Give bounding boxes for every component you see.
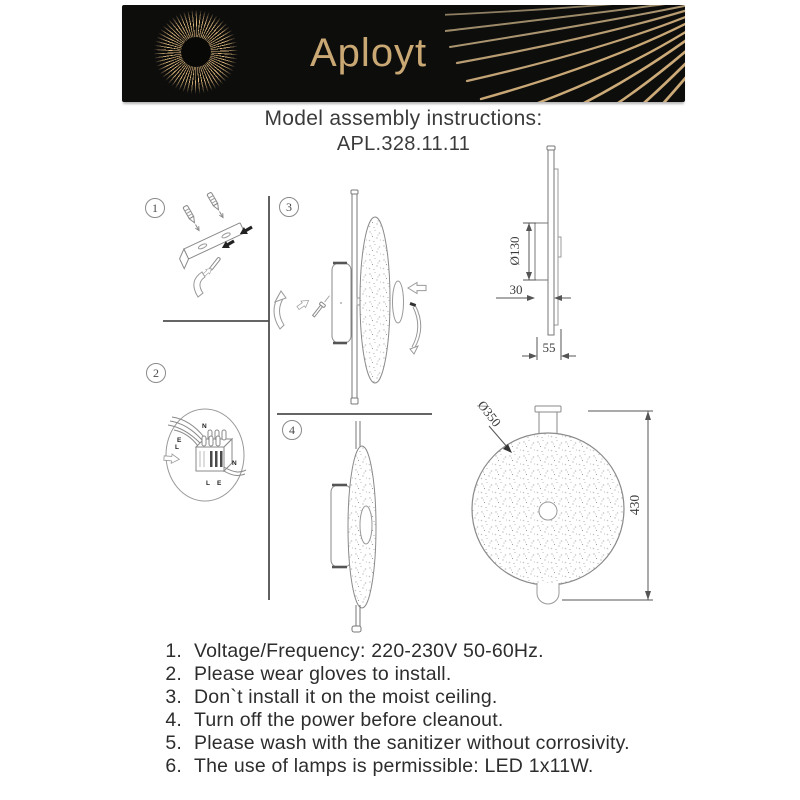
front-view-dimensions — [472, 398, 653, 604]
panel-dividers — [163, 196, 432, 600]
instruction-number: 6. — [165, 754, 182, 777]
assembly-arrow-icon — [296, 297, 311, 311]
assembly-diagram — [130, 145, 690, 645]
instruction-number: 2. — [165, 662, 182, 685]
dim-label-30: 30 — [509, 282, 523, 297]
step-number-4 — [283, 421, 302, 440]
step-number-3 — [280, 198, 299, 217]
instruction-text: Voltage/Frequency: 220-230V 50-60Hz. — [194, 640, 544, 662]
step-1-label: 1 — [152, 201, 158, 215]
sunburst-logo-icon — [154, 10, 238, 94]
step-1-diagram — [177, 192, 254, 297]
instruction-number: 3. — [165, 685, 182, 708]
dim-label-130: Ø130 — [507, 236, 522, 266]
brand-name: Aployt — [310, 31, 428, 75]
wire-label-e-bottom: E — [217, 480, 222, 487]
instruction-text: Don`t install it on the moist ceiling. — [194, 685, 498, 708]
step-3-diagram — [274, 190, 426, 404]
instruction-item — [158, 640, 698, 663]
step-number-2 — [147, 364, 166, 383]
instruction-item — [158, 686, 698, 709]
step-2-diagram — [164, 409, 246, 501]
push-arrow-icon — [408, 283, 426, 294]
wire-label-l-bottom: L — [206, 480, 210, 487]
instruction-item — [158, 755, 698, 778]
step-number-1 — [146, 199, 165, 218]
page-title: Model assembly instructions: — [264, 107, 543, 130]
wall-anchor-icon — [183, 205, 201, 232]
wire-label-n-right: N — [232, 460, 237, 467]
instruction-number: 4. — [165, 708, 182, 731]
wall-anchor-icon — [207, 192, 225, 219]
dim-label-430: 430 — [627, 494, 642, 516]
model-number: APL.328.11.11 — [336, 133, 471, 155]
step-4-diagram — [331, 421, 376, 632]
dim-label-55: 55 — [542, 340, 556, 355]
instruction-item — [158, 732, 698, 755]
decorative-rays-icon — [445, 5, 685, 102]
instruction-number: 1. — [165, 640, 182, 662]
step-3-label: 3 — [286, 200, 292, 214]
step-2-label: 2 — [153, 366, 159, 380]
screw-icon — [311, 294, 332, 318]
instruction-text: Turn off the power before cleanout. — [194, 708, 504, 731]
instruction-text: Please wash with the sanitizer without corrosivity. — [194, 731, 630, 754]
wire-label-e-left: E — [177, 437, 182, 444]
side-view-dimensions — [496, 146, 576, 360]
step-4-label: 4 — [289, 423, 295, 437]
wire-label-l-left: L — [175, 444, 179, 451]
brand-banner — [122, 5, 685, 102]
instruction-item — [158, 663, 698, 686]
instruction-text: The use of lamps is permissible: LED 1x11W. — [194, 754, 594, 777]
dim-label-350: Ø350 — [474, 397, 505, 430]
instruction-item — [158, 709, 698, 732]
sunburst-core — [181, 37, 211, 67]
instruction-text: Please wear gloves to install. — [194, 662, 452, 685]
instruction-list — [158, 640, 698, 777]
wire-label-n-top: N — [202, 423, 207, 430]
instruction-number: 5. — [165, 731, 182, 754]
